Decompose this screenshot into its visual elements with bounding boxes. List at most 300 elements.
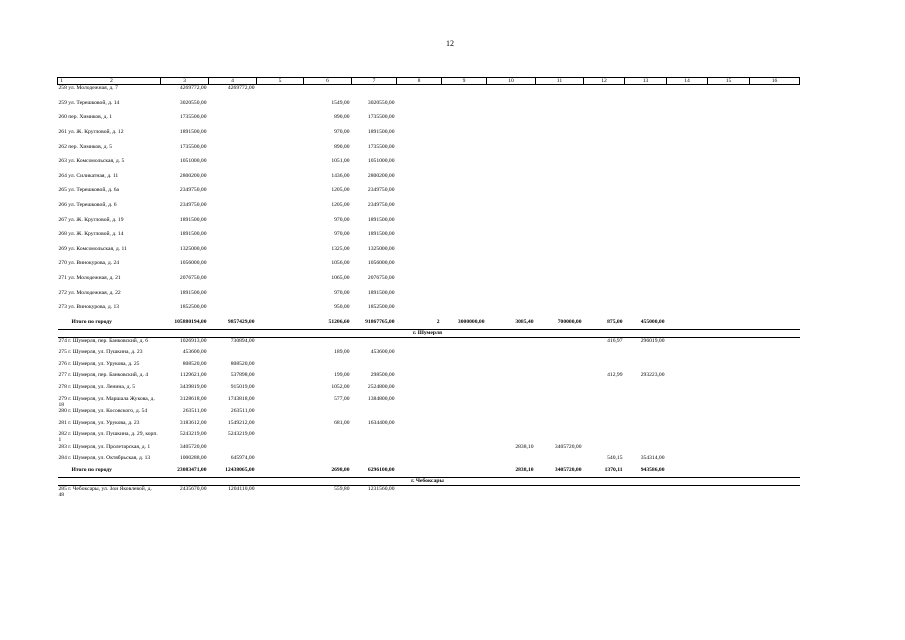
table-row <box>58 420 800 432</box>
total-cell-c7: 6296100,00 <box>367 466 395 473</box>
value-cell-c7: 3020550,00 <box>367 99 395 106</box>
header-cell-10: 10 <box>487 78 536 85</box>
value-cell-c6: 199,00 <box>334 372 350 379</box>
header-cell-13: 13 <box>625 78 667 85</box>
value-cell-c7: 2349750,00 <box>367 187 395 194</box>
value-cell-c11 <box>536 100 584 115</box>
value-cell-c3: 3405720,00 <box>179 443 207 450</box>
total-row <box>58 467 800 478</box>
value-cell-c9 <box>442 372 487 384</box>
value-cell-c10 <box>487 129 536 144</box>
total-label: Итого по городу <box>71 318 112 325</box>
row-name-cell: 278 г. Шумерля, ул. Ленина, д. 5 <box>58 384 136 391</box>
value-cell-c8 <box>397 408 442 420</box>
value-cell-c4: 5243219,00 <box>227 431 255 438</box>
value-cell-c12 <box>584 202 625 217</box>
value-cell-c12: 416,97 <box>607 337 623 344</box>
value-cell-c10 <box>487 217 536 232</box>
value-cell-c12 <box>584 100 625 115</box>
value-cell-c5 <box>257 260 304 275</box>
value-cell-c13 <box>625 420 667 432</box>
value-cell-c8 <box>397 349 442 361</box>
value-cell-c15 <box>708 408 750 420</box>
value-cell-c16 <box>750 337 800 349</box>
value-cell-c10 <box>487 231 536 246</box>
value-cell-c13 <box>625 485 667 498</box>
value-cell-c7: 1384800,00 <box>367 395 395 402</box>
value-cell-c10 <box>487 485 536 498</box>
value-cell-c3: 1735500,00 <box>179 143 207 150</box>
city-section-shumerlya <box>58 329 800 337</box>
value-cell-c7 <box>352 408 397 420</box>
row-name-cell: 279 г. Шумерля, ул. Маршала Жукова, д. 18 <box>58 395 155 408</box>
value-cell-c8 <box>397 455 442 467</box>
total-cell-c3: 23083471,00 <box>177 466 207 473</box>
value-cell-c5 <box>257 396 304 408</box>
value-cell-c15 <box>708 173 750 188</box>
value-cell-c11 <box>536 173 584 188</box>
value-cell-c13 <box>625 444 667 456</box>
value-cell-c15 <box>708 202 750 217</box>
value-cell-c14 <box>667 187 708 202</box>
table-row <box>58 85 800 100</box>
table-row <box>58 431 800 443</box>
value-cell-c16 <box>750 129 800 144</box>
total-cell-c6: 51206,60 <box>328 318 350 325</box>
total-cell-c5 <box>257 467 304 478</box>
value-cell-c12 <box>584 158 625 173</box>
value-cell-c13 <box>625 384 667 396</box>
value-cell-c13 <box>625 217 667 232</box>
table-row <box>58 158 800 173</box>
value-cell-c11 <box>536 187 584 202</box>
table-row <box>58 217 800 232</box>
value-cell-c11 <box>536 129 584 144</box>
table-row <box>58 246 800 261</box>
value-cell-c4 <box>209 100 257 115</box>
value-cell-c10 <box>487 420 536 432</box>
value-cell-c13 <box>625 144 667 159</box>
total-cell-c14 <box>667 467 708 478</box>
value-cell-c3: 1891500,00 <box>179 128 207 135</box>
value-cell-c4 <box>209 304 257 319</box>
value-cell-c5 <box>257 349 304 361</box>
value-cell-c7: 298500,00 <box>370 372 395 379</box>
value-cell-c10 <box>487 349 536 361</box>
value-cell-c3: 453600,00 <box>182 349 207 356</box>
value-cell-c6 <box>304 85 352 100</box>
value-cell-c9 <box>442 420 487 432</box>
value-cell-c8 <box>397 337 442 349</box>
value-cell-c15 <box>708 231 750 246</box>
value-cell-c3: 1891500,00 <box>179 231 207 238</box>
value-cell-c12 <box>584 384 625 396</box>
value-cell-c7 <box>352 85 397 100</box>
value-cell-c4 <box>209 246 257 261</box>
value-cell-c11: 3405720,00 <box>554 443 582 450</box>
value-cell-c16 <box>750 144 800 159</box>
value-cell-c13 <box>625 275 667 290</box>
value-cell-c6: 1436,00 <box>331 172 350 179</box>
value-cell-c4: 730894,00 <box>230 337 255 344</box>
value-cell-c15 <box>708 444 750 456</box>
value-cell-c4: 537898,00 <box>230 372 255 379</box>
value-cell-c4 <box>209 129 257 144</box>
value-cell-c5 <box>257 290 304 305</box>
total-cell-c8: 2 <box>436 318 440 325</box>
value-cell-c5 <box>257 455 304 467</box>
value-cell-c12 <box>584 361 625 373</box>
value-cell-c16 <box>750 187 800 202</box>
header-cell-5: 5 <box>257 78 304 85</box>
value-cell-c9 <box>442 217 487 232</box>
header-cell-3: 3 <box>161 78 209 85</box>
value-cell-c15 <box>708 260 750 275</box>
row-name-cell: 280 г. Шумерля, ул. Косовского, д. 54 <box>58 408 148 415</box>
value-cell-c7: 2800200,00 <box>367 172 395 179</box>
value-cell-c10 <box>487 275 536 290</box>
table-row <box>58 304 800 319</box>
value-cell-c4 <box>209 444 257 456</box>
value-cell-c7: 1325000,00 <box>367 245 395 252</box>
header-cell-14: 14 <box>667 78 708 85</box>
value-cell-c14 <box>667 217 708 232</box>
header-cell-1: 1 <box>60 78 63 84</box>
value-cell-c5 <box>257 384 304 396</box>
value-cell-c7 <box>352 337 397 349</box>
value-cell-c14 <box>667 144 708 159</box>
value-cell-c12 <box>584 129 625 144</box>
value-cell-c11 <box>536 349 584 361</box>
value-cell-c12 <box>584 173 625 188</box>
value-cell-c6: 970,00 <box>334 128 350 135</box>
value-cell-c14 <box>667 408 708 420</box>
header-cell-6: 6 <box>304 78 352 85</box>
value-cell-c4 <box>209 349 257 361</box>
value-cell-c16 <box>750 246 800 261</box>
row-name-cell: 281 г. Шумерля, ул. Урукова, д. 23 <box>58 419 140 426</box>
value-cell-c10 <box>487 173 536 188</box>
value-cell-c4: 1204110,00 <box>228 485 255 492</box>
row-name-cell: 269 ул. Комсомольская, д. 11 <box>58 245 127 252</box>
value-cell-c7: 1056000,00 <box>367 260 395 267</box>
value-cell-c12 <box>584 408 625 420</box>
value-cell-c5 <box>257 231 304 246</box>
total-cell-c11: 3405720,00 <box>554 466 582 473</box>
value-cell-c10 <box>487 304 536 319</box>
value-cell-c14 <box>667 114 708 129</box>
value-cell-c3: 1325000,00 <box>179 245 207 252</box>
value-cell-c11 <box>536 485 584 498</box>
value-cell-c13 <box>625 114 667 129</box>
table-row <box>58 349 800 361</box>
value-cell-c6: 950,00 <box>334 304 350 311</box>
value-cell-c5 <box>257 129 304 144</box>
table-row <box>58 408 800 420</box>
value-cell-c10 <box>487 144 536 159</box>
value-cell-c11 <box>536 420 584 432</box>
table-row <box>58 260 800 275</box>
value-cell-c13 <box>625 361 667 373</box>
total-cell-c8 <box>397 467 442 478</box>
row-name-cell: 275 г. Шумерля, ул. Пушкина, д. 23 <box>58 349 143 356</box>
header-cell-4: 4 <box>209 78 257 85</box>
value-cell-c11 <box>536 290 584 305</box>
value-cell-c9 <box>442 260 487 275</box>
value-cell-c14 <box>667 444 708 456</box>
value-cell-c3: 808520,00 <box>182 360 207 367</box>
value-cell-c9 <box>442 129 487 144</box>
value-cell-c5 <box>257 187 304 202</box>
total-cell-c9 <box>442 467 487 478</box>
value-cell-c16 <box>750 304 800 319</box>
total-cell-c12: 875,00 <box>607 318 623 325</box>
table-row <box>58 361 800 373</box>
data-table <box>57 77 800 498</box>
value-cell-c15 <box>708 85 750 100</box>
table-row <box>58 372 800 384</box>
value-cell-c5 <box>257 431 304 443</box>
value-cell-c13 <box>625 396 667 408</box>
table-row <box>58 114 800 129</box>
value-cell-c14 <box>667 349 708 361</box>
value-cell-c6: 681,00 <box>334 419 350 426</box>
total-cell-c16 <box>750 467 800 478</box>
value-cell-c4 <box>209 231 257 246</box>
value-cell-c5 <box>257 408 304 420</box>
value-cell-c11 <box>536 304 584 319</box>
value-cell-c8 <box>397 129 442 144</box>
value-cell-c11 <box>536 361 584 373</box>
value-cell-c10 <box>487 187 536 202</box>
value-cell-c13 <box>625 290 667 305</box>
value-cell-c4: 808520,00 <box>230 360 255 367</box>
value-cell-c15 <box>708 304 750 319</box>
value-cell-c4: 263511,00 <box>230 408 255 415</box>
value-cell-c14 <box>667 337 708 349</box>
row-name-cell: 266 ул. Терешковой, д. 6 <box>58 201 117 208</box>
value-cell-c15 <box>708 384 750 396</box>
total-cell-c4: 9857429,00 <box>227 318 255 325</box>
table-row <box>58 173 800 188</box>
value-cell-c4: 915019,00 <box>230 384 255 391</box>
value-cell-c11 <box>536 246 584 261</box>
table-row <box>58 485 800 498</box>
value-cell-c11 <box>536 275 584 290</box>
value-cell-c12 <box>584 444 625 456</box>
value-cell-c15 <box>708 455 750 467</box>
value-cell-c5 <box>257 114 304 129</box>
value-cell-c7: 1231560,00 <box>367 485 395 492</box>
value-cell-c9 <box>442 173 487 188</box>
value-cell-c7: 1891500,00 <box>367 128 395 135</box>
value-cell-c14 <box>667 455 708 467</box>
total-cell-c13: 455000,00 <box>640 318 665 325</box>
value-cell-c11 <box>536 408 584 420</box>
value-cell-c6 <box>304 337 352 349</box>
value-cell-c4 <box>209 187 257 202</box>
value-cell-c13 <box>625 246 667 261</box>
value-cell-c3: 1000288,00 <box>179 455 207 462</box>
value-cell-c13 <box>625 187 667 202</box>
value-cell-c8 <box>397 187 442 202</box>
total-row <box>58 319 800 330</box>
value-cell-c12 <box>584 246 625 261</box>
value-cell-c8 <box>397 144 442 159</box>
value-cell-c6: 1065,00 <box>331 274 350 281</box>
table-row <box>58 396 800 408</box>
value-cell-c14 <box>667 290 708 305</box>
value-cell-c3: 1852500,00 <box>179 304 207 311</box>
value-cell-c3: 5243219,00 <box>179 431 207 438</box>
header-cell-2: 2 <box>110 78 113 84</box>
value-cell-c5 <box>257 275 304 290</box>
value-cell-c11 <box>536 231 584 246</box>
value-cell-c4 <box>209 260 257 275</box>
value-cell-c10 <box>487 361 536 373</box>
value-cell-c14 <box>667 202 708 217</box>
value-cell-c8 <box>397 431 442 443</box>
table-row <box>58 455 800 467</box>
value-cell-c14 <box>667 231 708 246</box>
value-cell-c3: 3183612,00 <box>179 419 207 426</box>
value-cell-c7: 2349750,00 <box>367 201 395 208</box>
value-cell-c16 <box>750 408 800 420</box>
value-cell-c3: 1056000,00 <box>179 260 207 267</box>
value-cell-c10 <box>487 158 536 173</box>
row-name-cell: 284 г. Шумерля, ул. Октябрьская, д. 13 <box>58 455 151 462</box>
value-cell-c14 <box>667 246 708 261</box>
total-cell-c11: 700000,00 <box>557 318 582 325</box>
value-cell-c14 <box>667 129 708 144</box>
table-row <box>58 290 800 305</box>
header-cell-12: 12 <box>584 78 625 85</box>
value-cell-c4: 1549212,00 <box>227 419 255 426</box>
value-cell-c15 <box>708 114 750 129</box>
row-name-cell: 268 ул. Ж. Кругловой, д. 14 <box>58 231 124 238</box>
value-cell-c3: 1129621,00 <box>180 372 207 379</box>
header-cell-8: 8 <box>397 78 442 85</box>
value-cell-c13 <box>625 202 667 217</box>
header-cell <box>58 78 161 85</box>
total-cell-c6: 2698,00 <box>331 466 350 473</box>
value-cell-c7: 1051000,00 <box>367 158 395 165</box>
value-cell-c6: 1051,00 <box>331 158 350 165</box>
total-label: Итого по городу <box>71 466 112 473</box>
value-cell-c5 <box>257 158 304 173</box>
value-cell-c9 <box>442 349 487 361</box>
value-cell-c16 <box>750 431 800 443</box>
value-cell-c9 <box>442 384 487 396</box>
value-cell-c13 <box>625 304 667 319</box>
value-cell-c4 <box>209 275 257 290</box>
value-cell-c5 <box>257 173 304 188</box>
table-row <box>58 444 800 456</box>
value-cell-c12 <box>584 304 625 319</box>
value-cell-c11 <box>536 455 584 467</box>
value-cell-c8 <box>397 202 442 217</box>
value-cell-c14 <box>667 260 708 275</box>
table-row <box>58 202 800 217</box>
value-cell-c3: 263511,00 <box>182 408 207 415</box>
value-cell-c9 <box>442 275 487 290</box>
value-cell-c12 <box>584 420 625 432</box>
value-cell-c16 <box>750 275 800 290</box>
value-cell-c12 <box>584 144 625 159</box>
value-cell-c10 <box>487 396 536 408</box>
header-cell-7: 7 <box>352 78 397 85</box>
value-cell-c12 <box>584 217 625 232</box>
value-cell-c8 <box>397 275 442 290</box>
value-cell-c14 <box>667 85 708 100</box>
value-cell-c9 <box>442 158 487 173</box>
value-cell-c3: 2076750,00 <box>179 274 207 281</box>
value-cell-c16 <box>750 420 800 432</box>
value-cell-c12 <box>584 187 625 202</box>
value-cell-c7: 1852500,00 <box>367 304 395 311</box>
city-heading: г. Чебоксары <box>58 477 800 485</box>
page-number: 12 <box>446 39 454 48</box>
value-cell-c11 <box>536 384 584 396</box>
value-cell-c10 <box>487 372 536 384</box>
value-cell-c8 <box>397 173 442 188</box>
value-cell-c4 <box>209 202 257 217</box>
value-cell-c13 <box>625 158 667 173</box>
value-cell-c11 <box>536 217 584 232</box>
city-heading: г. Шумерля <box>58 329 800 337</box>
value-cell-c16 <box>750 217 800 232</box>
value-cell-c10 <box>487 202 536 217</box>
value-cell-c14 <box>667 304 708 319</box>
value-cell-c11 <box>536 202 584 217</box>
value-cell-c8 <box>397 361 442 373</box>
value-cell-c9 <box>442 187 487 202</box>
row-name-cell: 258 ул. Молодежная, д. 7 <box>58 85 118 92</box>
total-cell-c12: 1370,11 <box>604 466 623 473</box>
value-cell-c14 <box>667 100 708 115</box>
value-cell-c9 <box>442 455 487 467</box>
value-cell-c5 <box>257 304 304 319</box>
value-cell-c6: 1325,00 <box>331 245 350 252</box>
value-cell-c11 <box>536 337 584 349</box>
value-cell-c4 <box>209 158 257 173</box>
row-name-cell: 264 ул. Силикатная, д. 11 <box>58 172 119 179</box>
value-cell-c13 <box>625 85 667 100</box>
value-cell-c5 <box>257 420 304 432</box>
value-cell-c5 <box>257 217 304 232</box>
value-cell-c5 <box>257 361 304 373</box>
value-cell-c7 <box>352 361 397 373</box>
value-cell-c7: 1891500,00 <box>367 216 395 223</box>
value-cell-c7: 2524800,00 <box>367 384 395 391</box>
value-cell-c8 <box>397 217 442 232</box>
value-cell-c3: 2435670,00 <box>179 485 207 492</box>
value-cell-c16 <box>750 444 800 456</box>
value-cell-c6: 559,80 <box>334 485 350 492</box>
total-cell-c9: 3000000,00 <box>457 318 485 325</box>
value-cell-c7: 1891500,00 <box>367 231 395 238</box>
value-cell-c16 <box>750 173 800 188</box>
value-cell-c15 <box>708 361 750 373</box>
table-row <box>58 144 800 159</box>
data-table-sheet <box>57 77 799 498</box>
value-cell-c12 <box>584 85 625 100</box>
value-cell-c8 <box>397 384 442 396</box>
value-cell-c6: 1052,00 <box>331 384 350 391</box>
header-cell-15: 15 <box>708 78 750 85</box>
value-cell-c16 <box>750 231 800 246</box>
value-cell-c11 <box>536 431 584 443</box>
